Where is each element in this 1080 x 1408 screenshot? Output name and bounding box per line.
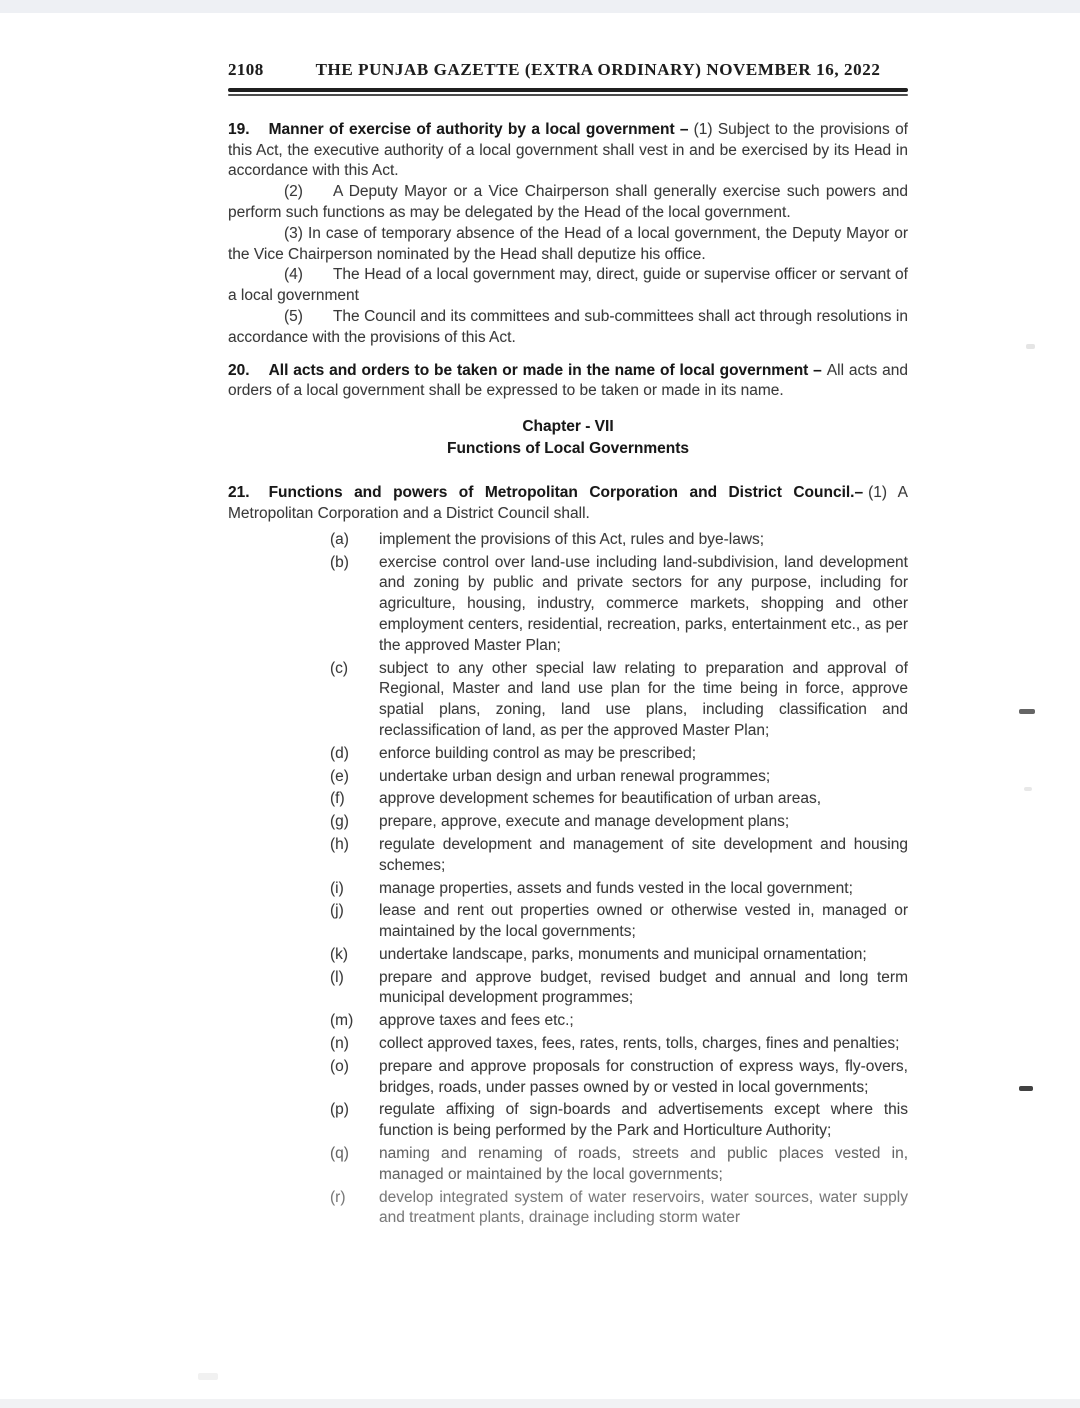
item-label: (p): [330, 1101, 349, 1119]
clause-paragraph: [228, 224, 908, 266]
item-label: (d): [330, 744, 349, 762]
section-19-number: 19.: [228, 120, 250, 138]
item-text: prepare and approve budget, revised budget and annual and long term municipal development programmes;: [379, 968, 908, 1007]
item-label: (l): [330, 968, 344, 986]
item-text: lease and rent out properties owned or otherwise vested in, managed or maintained by the local governments;: [379, 902, 908, 941]
function-list-item: [228, 789, 908, 810]
chapter-title: Chapter - VII: [522, 418, 614, 436]
item-text: exercise control over land-use including land-subdivision, land development and zoning by public and private sectors for any purpose, including for agriculture, housing, industry, commerce markets, shopping and other employment centers, residential, recreation, parks, entertainment etc., as per the approved Master Plan;: [379, 553, 908, 654]
function-list-item: [228, 1057, 908, 1099]
function-list-item: [228, 1144, 908, 1186]
function-list: [228, 530, 908, 1230]
chapter-heading: [228, 416, 908, 459]
function-list-item: [228, 879, 908, 900]
item-label: (f): [330, 790, 345, 808]
item-text: develop integrated system of water reservoirs, water sources, water supply and treatment plants, drainage including storm water: [379, 1188, 908, 1227]
clause-label: (3): [284, 224, 303, 242]
section-20-lead: All acts and orders of a local government shall be expressed to be taken or made in its name.: [228, 361, 908, 400]
clause-text: The Council and its committees and sub-committees shall act through resolutions in accordance with the provisions of this Act.: [228, 307, 908, 346]
function-list-item: [228, 553, 908, 657]
item-text: subject to any other special law relating to preparation and approval of Regional, Master and land use plan for the time being in force, approve spatial plans, zoning, land use plans, including classification and reclassification of land, as per the approved Master Plan;: [379, 659, 908, 739]
function-list-item: [228, 1188, 908, 1230]
item-label: (m): [330, 1012, 354, 1030]
item-label: (j): [330, 902, 344, 920]
scan-edge-top: [0, 0, 1080, 13]
item-text: prepare, approve, execute and manage development plans;: [379, 813, 790, 831]
scan-artifact: [198, 1373, 218, 1380]
section-21-lead: (1) A Metropolitan Corporation and a District Council shall.: [228, 484, 908, 522]
clause-paragraph: [228, 265, 908, 307]
section-19-clauses: [228, 182, 908, 348]
function-list-item: [228, 530, 908, 551]
function-list-item: [228, 1011, 908, 1032]
item-label: (o): [330, 1057, 349, 1075]
function-list-item: [228, 744, 908, 765]
section-21-heading: Functions and powers of Metropolitan Corporation and District Council.–: [268, 484, 864, 502]
item-text: regulate development and management of site development and housing schemes;: [379, 835, 908, 874]
item-text: naming and renaming of roads, streets and public places vested in, managed or maintained by the local governments;: [379, 1145, 908, 1183]
item-label: (i): [330, 879, 344, 897]
function-list-item: [228, 968, 908, 1010]
function-list-item: [228, 901, 908, 943]
clause-label: (4): [284, 266, 303, 284]
scan-artifact: [1024, 787, 1032, 791]
clause-paragraph: [228, 307, 908, 349]
page-number: 2108: [228, 60, 264, 79]
item-text: prepare and approve proposals for construction of express ways, fly-overs, bridges, roads, under passes owned by or vested in local governments;: [379, 1057, 908, 1096]
section-21-opening: [228, 483, 908, 525]
function-list-item: [228, 812, 908, 833]
function-list-item: [228, 835, 908, 877]
section-21: [228, 483, 908, 1229]
gazette-title: THE PUNJAB GAZETTE (EXTRA ORDINARY) NOVEMBER 16, 2022: [315, 60, 881, 79]
function-list-item: [228, 945, 908, 966]
item-text: approve taxes and fees etc.;: [379, 1012, 574, 1030]
item-text: implement the provisions of this Act, rules and bye-laws;: [379, 530, 765, 548]
item-text: regulate affixing of sign-boards and advertisements except where this function is being performed by the Park and Horticulture Authority;: [379, 1101, 908, 1140]
section-19: [228, 120, 908, 349]
function-list-item: [228, 1034, 908, 1055]
section-20: [228, 361, 908, 403]
item-text: manage properties, assets and funds vested in the local government;: [379, 879, 853, 897]
item-label: (r): [330, 1188, 346, 1206]
function-list-item: [228, 1100, 908, 1142]
clause-text: A Deputy Mayor or a Vice Chairperson shall generally exercise such powers and perform such functions as may be delegated by the Head of the local government.: [228, 183, 908, 221]
section-19-opening: [228, 120, 908, 182]
clause-label: (2): [284, 183, 303, 201]
function-list-item: [228, 767, 908, 788]
chapter-subtitle: Functions of Local Governments: [447, 439, 689, 457]
section-21-number: 21.: [228, 484, 250, 502]
page-header: [228, 60, 908, 81]
item-label: (n): [330, 1035, 349, 1053]
scan-artifact: [1026, 344, 1035, 349]
item-text: undertake landscape, parks, monuments and municipal ornamentation;: [379, 945, 867, 963]
section-20-opening: [228, 361, 908, 403]
clause-text: In case of temporary absence of the Head of a local government, the Deputy Mayor or the Vice Chairperson nominated by the Head shall deputize his office.: [228, 224, 908, 263]
section-20-heading: All acts and orders to be taken or made in the name of local government –: [268, 361, 822, 379]
section-19-heading: Manner of exercise of authority by a local government –: [268, 120, 689, 138]
item-label: (c): [330, 659, 349, 677]
header-rule: [228, 88, 908, 96]
scan-edge-bottom: [0, 1399, 1080, 1408]
section-20-number: 20.: [228, 361, 250, 379]
clause-label: (5): [284, 307, 303, 325]
item-text: approve development schemes for beautification of urban areas,: [379, 790, 822, 808]
item-label: (h): [330, 835, 349, 853]
gazette-page: [228, 60, 908, 1231]
item-text: undertake urban design and urban renewal programmes;: [379, 767, 771, 785]
item-label: (k): [330, 945, 349, 963]
section-19-lead: (1) Subject to the provisions of this Act, the executive authority of a local government shall vest in and be exercised by its Head in accordance with this Act.: [228, 120, 908, 180]
item-label: (a): [330, 530, 349, 548]
clause-paragraph: [228, 182, 908, 224]
item-label: (g): [330, 813, 349, 831]
item-label: (q): [330, 1145, 349, 1163]
scan-artifact: [1019, 709, 1035, 714]
item-label: (b): [330, 553, 349, 571]
item-text: enforce building control as may be prescribed;: [379, 744, 697, 762]
function-list-item: [228, 659, 908, 742]
clause-text: The Head of a local government may, direct, guide or supervise officer or servant of a local government: [228, 266, 908, 305]
item-label: (e): [330, 767, 349, 785]
scan-artifact: [1019, 1086, 1033, 1091]
item-text: collect approved taxes, fees, rates, rents, tolls, charges, fines and penalties;: [379, 1035, 900, 1053]
